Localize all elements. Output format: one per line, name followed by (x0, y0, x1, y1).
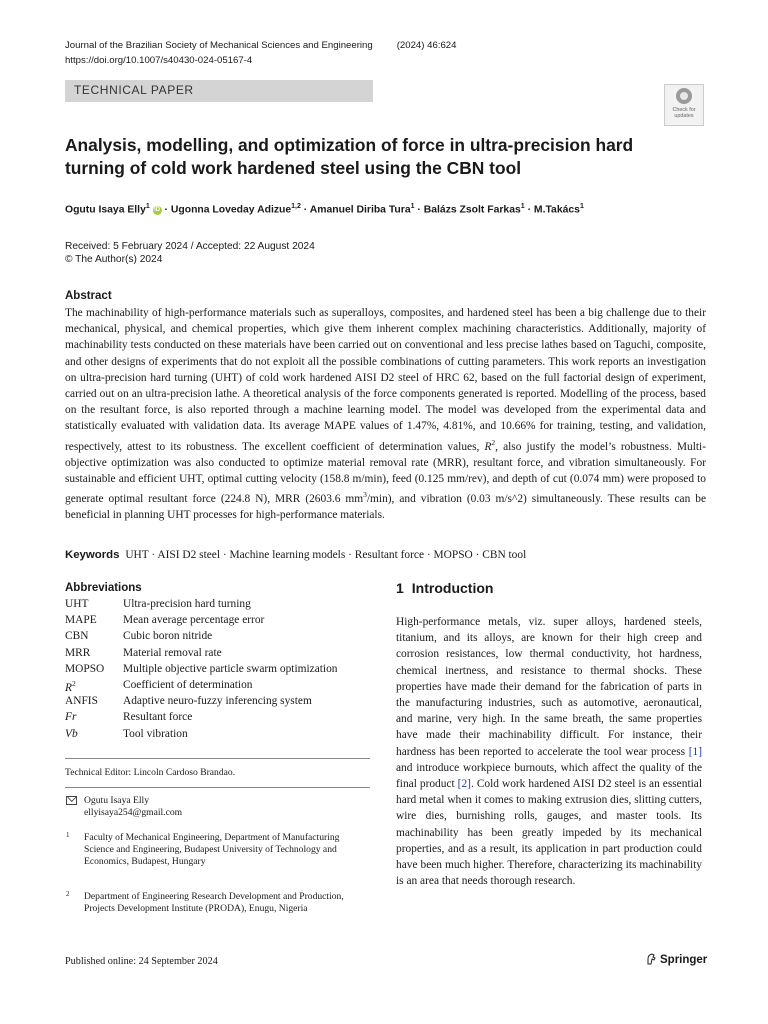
abbreviation-row (65, 663, 337, 679)
footnote-divider (65, 787, 370, 788)
paper-type-band (65, 80, 373, 102)
author-affiliation: 1 (579, 203, 584, 210)
journal-year-volume: (2024) 46:624 (396, 40, 457, 51)
abbreviation-row (65, 695, 337, 711)
check-for-updates-badge[interactable] (664, 84, 704, 126)
abbreviations-table (65, 598, 337, 744)
published-online-date: Published online: 24 September 2024 (65, 956, 218, 967)
corresponding-author-email[interactable]: ellyisaya254@gmail.com (84, 807, 183, 818)
corresponding-author (84, 795, 182, 819)
paper-type-label: TECHNICAL PAPER (74, 83, 194, 97)
section-number: 1 (396, 580, 404, 596)
abbreviation-row (65, 630, 337, 646)
keywords-line (65, 549, 526, 561)
check-updates-line2: updates (674, 113, 694, 119)
affiliation-number: 2 (66, 890, 70, 898)
author-name: Balázs Zsolt Farkas (423, 204, 521, 216)
copyright-line: © The Author(s) 2024 (65, 254, 163, 265)
abstract-text: The machinability of high-performance materials such as superalloys, composites, and hardened steel has been a big challenge due to their mechanical, physical, and chemical properties, which give them inherent complex machining characteristics. Additionally, majority of machinability tests conducted on these materials have been carried out on conventional and less precise lathes based on Taguchi, composite, and other designs of experiments that do not exploit all the possible combinations of cutting parameters. This work reports an investigation on ultra-precision hard turning (UHT) of cold work hardened AISI D2 steel of HRC 62, based on the full factorial design of experiment, carried out on an ultra-precision lathe. A theoretical analysis of the force components generated is reported. Modelling of the process, based on the resultant force, is also reported through a machine learning model. The model was developed from the experimental data and statistically evaluated with validation data. Its average MAPE values of 1.47%, 4.81%, and 10.66% for training, testing, and validation, respectively, attest to its robustness. The excellent coefficient of determination values, $R^2$, also justify the model’s robustness. Multi-objective optimization was also conducted to optimize material removal rate (MRR), resultant force, and vibration simultaneously. For sustainable and efficient UHT, optimal cutting velocity (158.8 m/min), feed (0.125 mm/rev), and depth of cut (0.074 mm) were proposed to generate optimal resultant force (224.8 N), MRR (2603.6 $mm^3/\min$), and vibration (0.03 m/s^2) simultaneously. These results can be beneficial in planning UHT processes for high-performance materials. (65, 307, 706, 522)
abbreviation-term: MRR (65, 646, 91, 659)
technical-editor-note: Technical Editor: Lincoln Cardoso Brandao. (65, 767, 236, 778)
author-affiliation: 1 (145, 203, 150, 210)
abbreviation-definition: Coefficient of determination (123, 678, 253, 691)
abbreviation-term: UHT (65, 598, 89, 610)
abbreviation-definition: Cubic boron nitride (123, 630, 213, 643)
author-affiliation: 1 (520, 203, 525, 210)
paper-title: Analysis, modelling, and optimization of force in ultra-precision hard turning of cold work hardened steel using the CBN tool (65, 135, 634, 178)
author-list: Ogutu Isaya Elly$^1$ iD · Ugonna Loveday Adizue$^{1,2}$ · Amanuel Diriba Tura$^1$ · Balázs Zsolt Farkas$^1$ · M.Takács$^1$ (65, 203, 584, 216)
envelope-icon (66, 796, 77, 805)
abbreviation-definition: Tool vibration (123, 727, 188, 740)
affiliation-1: Faculty of Mechanical Engineering, Department of Manufacturing Science and Engineering, Budapest University of Technology and Economics, Budapest, Hungary (84, 832, 340, 867)
received-accepted-dates: Received: 5 February 2024 / Accepted: 22 August 2024 (65, 241, 315, 252)
author-affiliation: 1 (410, 203, 415, 210)
abstract-heading: Abstract (65, 290, 112, 302)
author-name: Amanuel Diriba Tura (309, 204, 411, 216)
section-title: Introduction (411, 580, 494, 596)
publisher-name: Springer (660, 954, 708, 966)
check-updates-icon (676, 88, 692, 104)
abbreviation-term: $R^2$ (65, 678, 76, 694)
abbreviation-definition: Ultra-precision hard turning (123, 598, 251, 610)
abbreviation-term: Fr (65, 711, 77, 724)
orcid-icon[interactable]: iD (154, 207, 161, 214)
abbreviation-term: MAPE (65, 614, 97, 627)
author-affiliation: 1,2 (291, 203, 301, 210)
abbreviation-row (65, 728, 337, 744)
abbreviation-row (65, 614, 337, 630)
citation-link[interactable]: [2] (457, 778, 471, 791)
abbreviation-term: CBN (65, 630, 89, 643)
affiliation-number: 1 (66, 831, 70, 839)
abbreviation-definition: Resultant force (123, 711, 193, 724)
abbreviation-definition: Multiple objective particle swarm optimization (123, 662, 338, 675)
footnote-divider (65, 758, 370, 759)
abbreviation-definition: Mean average percentage error (123, 614, 265, 627)
author-name: Ogutu Isaya Elly (65, 204, 146, 216)
keywords-text: UHT · AISI D2 steel · Machine learning models · Resultant force · MOPSO · CBN tool (125, 549, 527, 561)
abbreviation-row (65, 711, 337, 727)
springer-horse-icon (646, 953, 656, 965)
abbreviation-term: ANFIS (65, 695, 98, 708)
abbreviations-heading: Abbreviations (65, 582, 142, 594)
affiliation-2: Department of Engineering Research Development and Production, Projects Development Institute (PRODA), Enugu, Nigeria (84, 891, 344, 914)
citation-link[interactable]: [1] (688, 745, 702, 758)
abbreviation-term: MOPSO (65, 662, 105, 675)
abbreviation-row (65, 647, 337, 663)
doi-link[interactable]: https://doi.org/10.1007/s40430-024-05167-4 (65, 55, 253, 66)
corresponding-author-name: Ogutu Isaya Elly (84, 795, 150, 806)
abbreviation-row (65, 598, 337, 614)
author-name: Ugonna Loveday Adizue (170, 204, 292, 216)
author-name: M.Takács (533, 204, 580, 216)
introduction-text: High-performance metals, viz. super alloys, hardened steels, titanium, and its alloys, are known for their high creep and corrosion resistances, low thermal conductivity, hot hardness, chemical inertness, and resistance to thermal shocks. These properties have made their demand for the fabrication of parts in the manufacturing industries, such as automotive, aeronautical, and marine, very high. In the same breath, the same properties have made their machinability difficult. For instance, their hardness has been reported to accelerate the tool wear process [1] and introduce workpiece burnouts, which affect the quality of the final product [2]. Cold work hardened AISI D2 steel is an essential hard metal when it comes to making extrusion dies, slitting cutters, wire dies, burnishing rolls, gauges, and master tools. Its machinability has been greatly impeded by its mechanical properties, and as a result, its application in part production could have been much higher. Therefore, characterizing its machinability is an area that needs thorough research. (396, 616, 702, 888)
introduction-heading (396, 580, 493, 596)
abbreviation-definition: Material removal rate (123, 646, 222, 659)
abbreviation-definition: Adaptive neuro-fuzzy inferencing system (123, 695, 312, 708)
abbreviation-term: Vb (65, 727, 78, 740)
check-updates-line1: Check for (672, 107, 696, 113)
journal-name: Journal of the Brazilian Society of Mechanical Sciences and Engineering (65, 40, 373, 51)
keywords-label: Keywords (65, 549, 120, 561)
abbreviation-row (65, 679, 337, 695)
springer-logo (646, 953, 707, 966)
journal-header (65, 40, 456, 51)
